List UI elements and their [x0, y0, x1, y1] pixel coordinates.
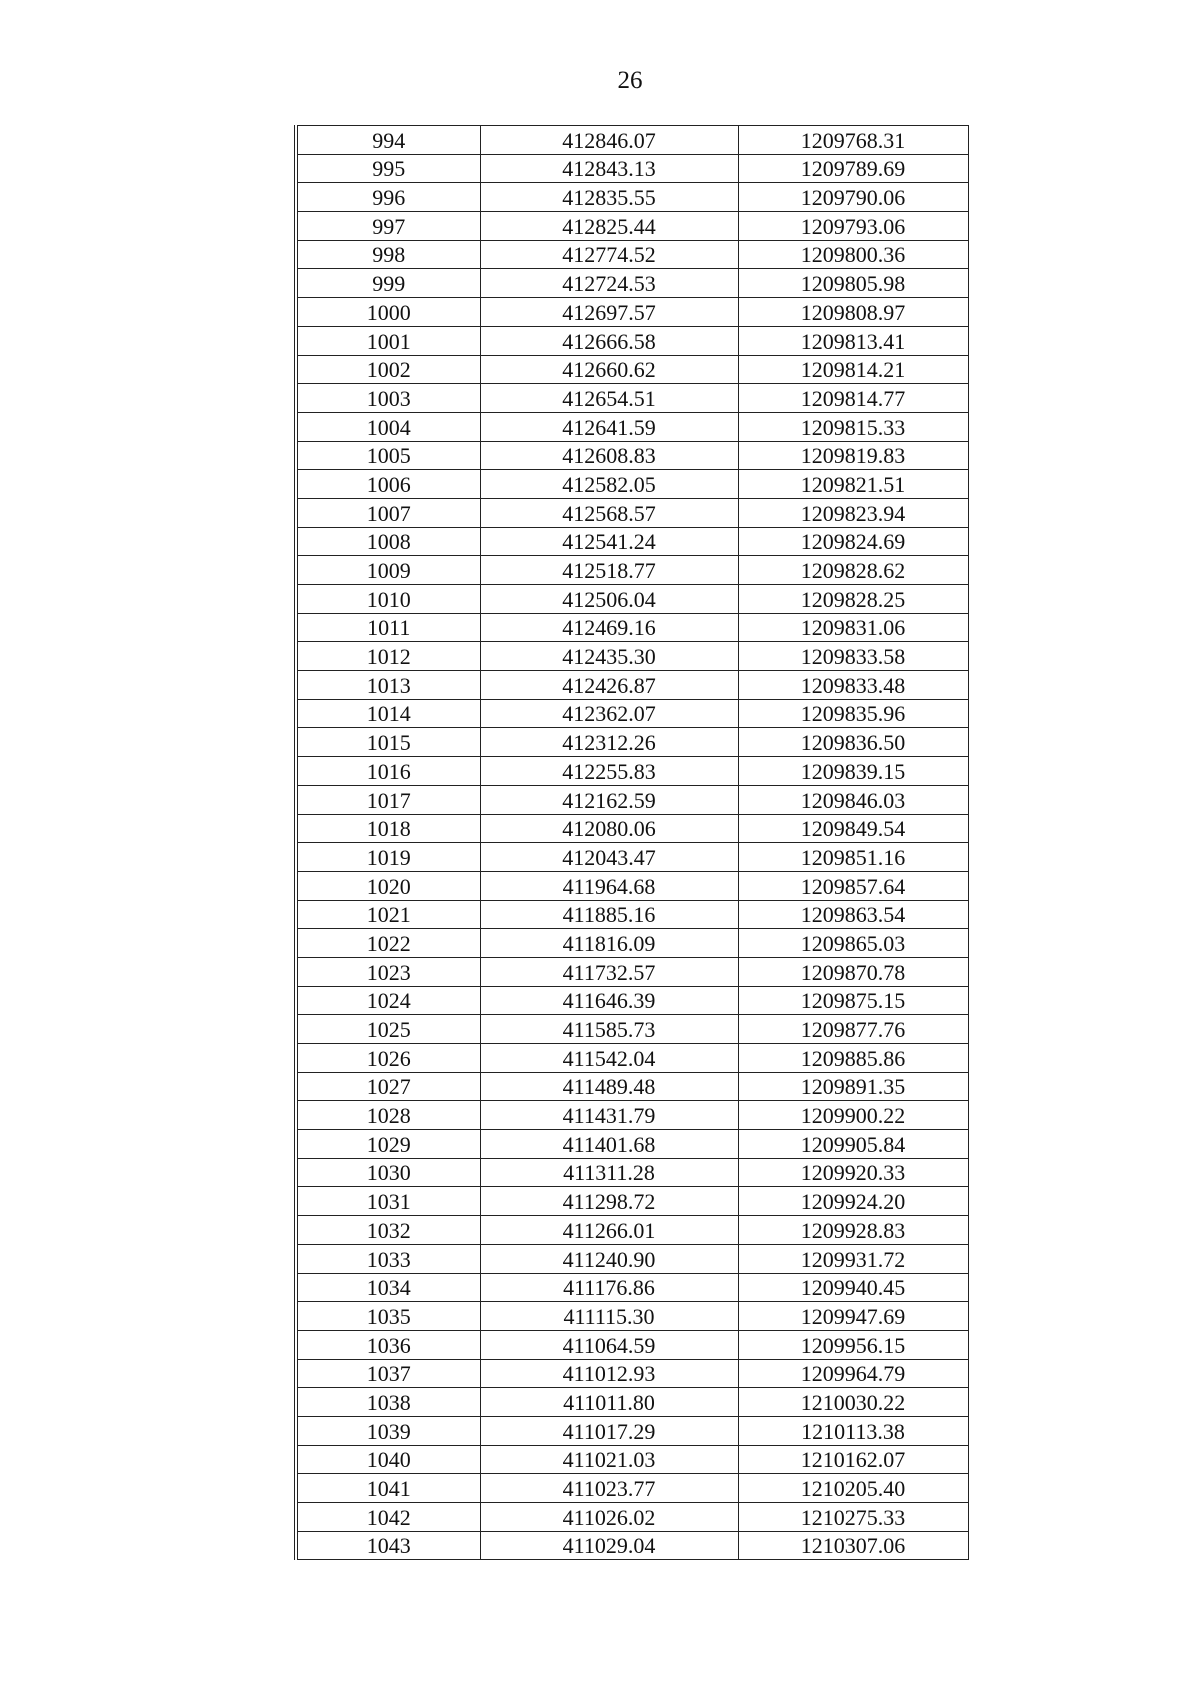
y-coordinate-cell: 1209808.97 — [738, 298, 968, 327]
x-coordinate-cell: 411964.68 — [480, 871, 738, 900]
y-coordinate-cell: 1209849.54 — [738, 814, 968, 843]
point-number-cell: 1029 — [296, 1130, 480, 1159]
y-coordinate-cell: 1209839.15 — [738, 757, 968, 786]
y-coordinate-cell: 1209831.06 — [738, 613, 968, 642]
page-number: 26 — [617, 67, 643, 94]
point-number-cell: 1008 — [296, 527, 480, 556]
y-coordinate-cell: 1209900.22 — [738, 1101, 968, 1130]
point-number-cell: 1001 — [296, 326, 480, 355]
point-number-cell: 1035 — [296, 1302, 480, 1331]
table-row — [296, 326, 968, 355]
x-coordinate-cell: 412835.55 — [480, 183, 738, 212]
y-coordinate-cell: 1209920.33 — [738, 1158, 968, 1187]
x-coordinate-cell: 411064.59 — [480, 1330, 738, 1359]
point-number-cell: 1023 — [296, 957, 480, 986]
table-row — [296, 1416, 968, 1445]
x-coordinate-cell: 412080.06 — [480, 814, 738, 843]
point-number-cell: 1009 — [296, 556, 480, 585]
y-coordinate-cell: 1209863.54 — [738, 900, 968, 929]
table-row — [296, 498, 968, 527]
x-coordinate-cell: 411023.77 — [480, 1474, 738, 1503]
x-coordinate-cell: 411298.72 — [480, 1187, 738, 1216]
x-coordinate-cell: 411115.30 — [480, 1302, 738, 1331]
point-number-cell: 1027 — [296, 1072, 480, 1101]
point-number-cell: 1030 — [296, 1158, 480, 1187]
y-coordinate-cell: 1209931.72 — [738, 1244, 968, 1273]
point-number-cell: 1021 — [296, 900, 480, 929]
table-row — [296, 1388, 968, 1417]
table-row — [296, 355, 968, 384]
point-number-cell: 1034 — [296, 1273, 480, 1302]
point-number-cell: 1037 — [296, 1359, 480, 1388]
table-row — [296, 986, 968, 1015]
table-row — [296, 1044, 968, 1073]
table-row — [296, 1302, 968, 1331]
point-number-cell: 1006 — [296, 470, 480, 499]
table-row — [296, 240, 968, 269]
y-coordinate-cell: 1209885.86 — [738, 1044, 968, 1073]
y-coordinate-cell: 1210162.07 — [738, 1445, 968, 1474]
table-row — [296, 900, 968, 929]
point-number-cell: 1005 — [296, 441, 480, 470]
point-number-cell: 1020 — [296, 871, 480, 900]
table-row — [296, 1072, 968, 1101]
y-coordinate-cell: 1209835.96 — [738, 699, 968, 728]
point-number-cell: 999 — [296, 269, 480, 298]
y-coordinate-cell: 1209828.25 — [738, 585, 968, 614]
x-coordinate-cell: 411021.03 — [480, 1445, 738, 1474]
point-number-cell: 1024 — [296, 986, 480, 1015]
x-coordinate-cell: 412568.57 — [480, 498, 738, 527]
y-coordinate-cell: 1209924.20 — [738, 1187, 968, 1216]
y-coordinate-cell: 1210030.22 — [738, 1388, 968, 1417]
point-number-cell: 996 — [296, 183, 480, 212]
point-number-cell: 1013 — [296, 671, 480, 700]
table-row — [296, 212, 968, 241]
x-coordinate-cell: 412660.62 — [480, 355, 738, 384]
y-coordinate-cell: 1209814.77 — [738, 384, 968, 413]
table-row — [296, 843, 968, 872]
point-number-cell: 1032 — [296, 1216, 480, 1245]
table-row — [296, 699, 968, 728]
point-number-cell: 1003 — [296, 384, 480, 413]
x-coordinate-cell: 411732.57 — [480, 957, 738, 986]
x-coordinate-cell: 411401.68 — [480, 1130, 738, 1159]
table-row — [296, 1216, 968, 1245]
x-coordinate-cell: 411489.48 — [480, 1072, 738, 1101]
y-coordinate-cell: 1209870.78 — [738, 957, 968, 986]
y-coordinate-cell: 1209875.15 — [738, 986, 968, 1015]
point-number-cell: 1041 — [296, 1474, 480, 1503]
table-row — [296, 1158, 968, 1187]
table-row — [296, 957, 968, 986]
point-number-cell: 1033 — [296, 1244, 480, 1273]
point-number-cell: 1042 — [296, 1503, 480, 1532]
point-number-cell: 1014 — [296, 699, 480, 728]
point-number-cell: 1019 — [296, 843, 480, 872]
table-row — [296, 126, 968, 155]
y-coordinate-cell: 1210113.38 — [738, 1416, 968, 1445]
y-coordinate-cell: 1210275.33 — [738, 1503, 968, 1532]
y-coordinate-cell: 1209877.76 — [738, 1015, 968, 1044]
table-row — [296, 298, 968, 327]
x-coordinate-cell: 412541.24 — [480, 527, 738, 556]
point-number-cell: 1025 — [296, 1015, 480, 1044]
x-coordinate-cell: 411585.73 — [480, 1015, 738, 1044]
y-coordinate-cell: 1209793.06 — [738, 212, 968, 241]
point-number-cell: 1000 — [296, 298, 480, 327]
x-coordinate-cell: 412518.77 — [480, 556, 738, 585]
y-coordinate-cell: 1209828.62 — [738, 556, 968, 585]
x-coordinate-cell: 412043.47 — [480, 843, 738, 872]
table-row — [296, 613, 968, 642]
x-coordinate-cell: 412654.51 — [480, 384, 738, 413]
y-coordinate-cell: 1209805.98 — [738, 269, 968, 298]
table-row — [296, 470, 968, 499]
x-coordinate-cell: 412825.44 — [480, 212, 738, 241]
table-row — [296, 1531, 968, 1560]
point-number-cell: 1018 — [296, 814, 480, 843]
y-coordinate-cell: 1209813.41 — [738, 326, 968, 355]
x-coordinate-cell: 411026.02 — [480, 1503, 738, 1532]
x-coordinate-cell: 411311.28 — [480, 1158, 738, 1187]
y-coordinate-cell: 1209947.69 — [738, 1302, 968, 1331]
x-coordinate-cell: 411431.79 — [480, 1101, 738, 1130]
x-coordinate-cell: 411017.29 — [480, 1416, 738, 1445]
y-coordinate-cell: 1209836.50 — [738, 728, 968, 757]
x-coordinate-cell: 412724.53 — [480, 269, 738, 298]
table-row — [296, 556, 968, 585]
y-coordinate-cell: 1209905.84 — [738, 1130, 968, 1159]
x-coordinate-cell: 411012.93 — [480, 1359, 738, 1388]
y-coordinate-cell: 1209821.51 — [738, 470, 968, 499]
x-coordinate-cell: 411646.39 — [480, 986, 738, 1015]
y-coordinate-cell: 1210307.06 — [738, 1531, 968, 1560]
table-row — [296, 1330, 968, 1359]
coordinates-table — [294, 125, 969, 1560]
table-row — [296, 1187, 968, 1216]
table-row — [296, 929, 968, 958]
point-number-cell: 1031 — [296, 1187, 480, 1216]
table-row — [296, 785, 968, 814]
table-row — [296, 412, 968, 441]
point-number-cell: 1004 — [296, 412, 480, 441]
point-number-cell: 1036 — [296, 1330, 480, 1359]
table-row — [296, 1474, 968, 1503]
point-number-cell: 1002 — [296, 355, 480, 384]
y-coordinate-cell: 1209964.79 — [738, 1359, 968, 1388]
point-number-cell: 1011 — [296, 613, 480, 642]
x-coordinate-cell: 412582.05 — [480, 470, 738, 499]
point-number-cell: 1010 — [296, 585, 480, 614]
y-coordinate-cell: 1209815.33 — [738, 412, 968, 441]
y-coordinate-cell: 1209800.36 — [738, 240, 968, 269]
point-number-cell: 1007 — [296, 498, 480, 527]
table-row — [296, 814, 968, 843]
point-number-cell: 1039 — [296, 1416, 480, 1445]
table-row — [296, 871, 968, 900]
point-number-cell: 1043 — [296, 1531, 480, 1560]
table-row — [296, 671, 968, 700]
x-coordinate-cell: 412255.83 — [480, 757, 738, 786]
y-coordinate-cell: 1209768.31 — [738, 126, 968, 155]
y-coordinate-cell: 1209833.48 — [738, 671, 968, 700]
point-number-cell: 995 — [296, 154, 480, 183]
x-coordinate-cell: 411029.04 — [480, 1531, 738, 1560]
point-number-cell: 1017 — [296, 785, 480, 814]
y-coordinate-cell: 1209833.58 — [738, 642, 968, 671]
point-number-cell: 1016 — [296, 757, 480, 786]
point-number-cell: 1040 — [296, 1445, 480, 1474]
y-coordinate-cell: 1209819.83 — [738, 441, 968, 470]
table-row — [296, 1130, 968, 1159]
x-coordinate-cell: 412362.07 — [480, 699, 738, 728]
x-coordinate-cell: 412843.13 — [480, 154, 738, 183]
x-coordinate-cell: 412697.57 — [480, 298, 738, 327]
table-row — [296, 642, 968, 671]
x-coordinate-cell: 412312.26 — [480, 728, 738, 757]
y-coordinate-cell: 1209956.15 — [738, 1330, 968, 1359]
y-coordinate-cell: 1209928.83 — [738, 1216, 968, 1245]
x-coordinate-cell: 412774.52 — [480, 240, 738, 269]
x-coordinate-cell: 411011.80 — [480, 1388, 738, 1417]
x-coordinate-cell: 412506.04 — [480, 585, 738, 614]
x-coordinate-cell: 411542.04 — [480, 1044, 738, 1073]
table-row — [296, 154, 968, 183]
table-row — [296, 183, 968, 212]
y-coordinate-cell: 1209865.03 — [738, 929, 968, 958]
y-coordinate-cell: 1209857.64 — [738, 871, 968, 900]
table-row — [296, 441, 968, 470]
point-number-cell: 1015 — [296, 728, 480, 757]
table-row — [296, 728, 968, 757]
y-coordinate-cell: 1209823.94 — [738, 498, 968, 527]
x-coordinate-cell: 412426.87 — [480, 671, 738, 700]
x-coordinate-cell: 412641.59 — [480, 412, 738, 441]
table-row — [296, 1503, 968, 1532]
point-number-cell: 1028 — [296, 1101, 480, 1130]
table-row — [296, 1445, 968, 1474]
point-number-cell: 1012 — [296, 642, 480, 671]
x-coordinate-cell: 412162.59 — [480, 785, 738, 814]
y-coordinate-cell: 1209891.35 — [738, 1072, 968, 1101]
y-coordinate-cell: 1209940.45 — [738, 1273, 968, 1302]
x-coordinate-cell: 412666.58 — [480, 326, 738, 355]
point-number-cell: 1026 — [296, 1044, 480, 1073]
x-coordinate-cell: 412469.16 — [480, 613, 738, 642]
y-coordinate-cell: 1209814.21 — [738, 355, 968, 384]
point-number-cell: 997 — [296, 212, 480, 241]
point-number-cell: 994 — [296, 126, 480, 155]
table-row — [296, 1015, 968, 1044]
table-row — [296, 585, 968, 614]
x-coordinate-cell: 412435.30 — [480, 642, 738, 671]
table-row — [296, 384, 968, 413]
y-coordinate-cell: 1209846.03 — [738, 785, 968, 814]
table-row — [296, 1359, 968, 1388]
table-row — [296, 1101, 968, 1130]
x-coordinate-cell: 411176.86 — [480, 1273, 738, 1302]
coordinates-table-body — [296, 126, 968, 1560]
x-coordinate-cell: 412846.07 — [480, 126, 738, 155]
table-row — [296, 757, 968, 786]
point-number-cell: 998 — [296, 240, 480, 269]
point-number-cell: 1022 — [296, 929, 480, 958]
x-coordinate-cell: 411266.01 — [480, 1216, 738, 1245]
y-coordinate-cell: 1209851.16 — [738, 843, 968, 872]
y-coordinate-cell: 1210205.40 — [738, 1474, 968, 1503]
table-row — [296, 1273, 968, 1302]
x-coordinate-cell: 412608.83 — [480, 441, 738, 470]
y-coordinate-cell: 1209789.69 — [738, 154, 968, 183]
point-number-cell: 1038 — [296, 1388, 480, 1417]
y-coordinate-cell: 1209790.06 — [738, 183, 968, 212]
x-coordinate-cell: 411240.90 — [480, 1244, 738, 1273]
x-coordinate-cell: 411816.09 — [480, 929, 738, 958]
x-coordinate-cell: 411885.16 — [480, 900, 738, 929]
table-row — [296, 527, 968, 556]
table-row — [296, 1244, 968, 1273]
table-row — [296, 269, 968, 298]
y-coordinate-cell: 1209824.69 — [738, 527, 968, 556]
